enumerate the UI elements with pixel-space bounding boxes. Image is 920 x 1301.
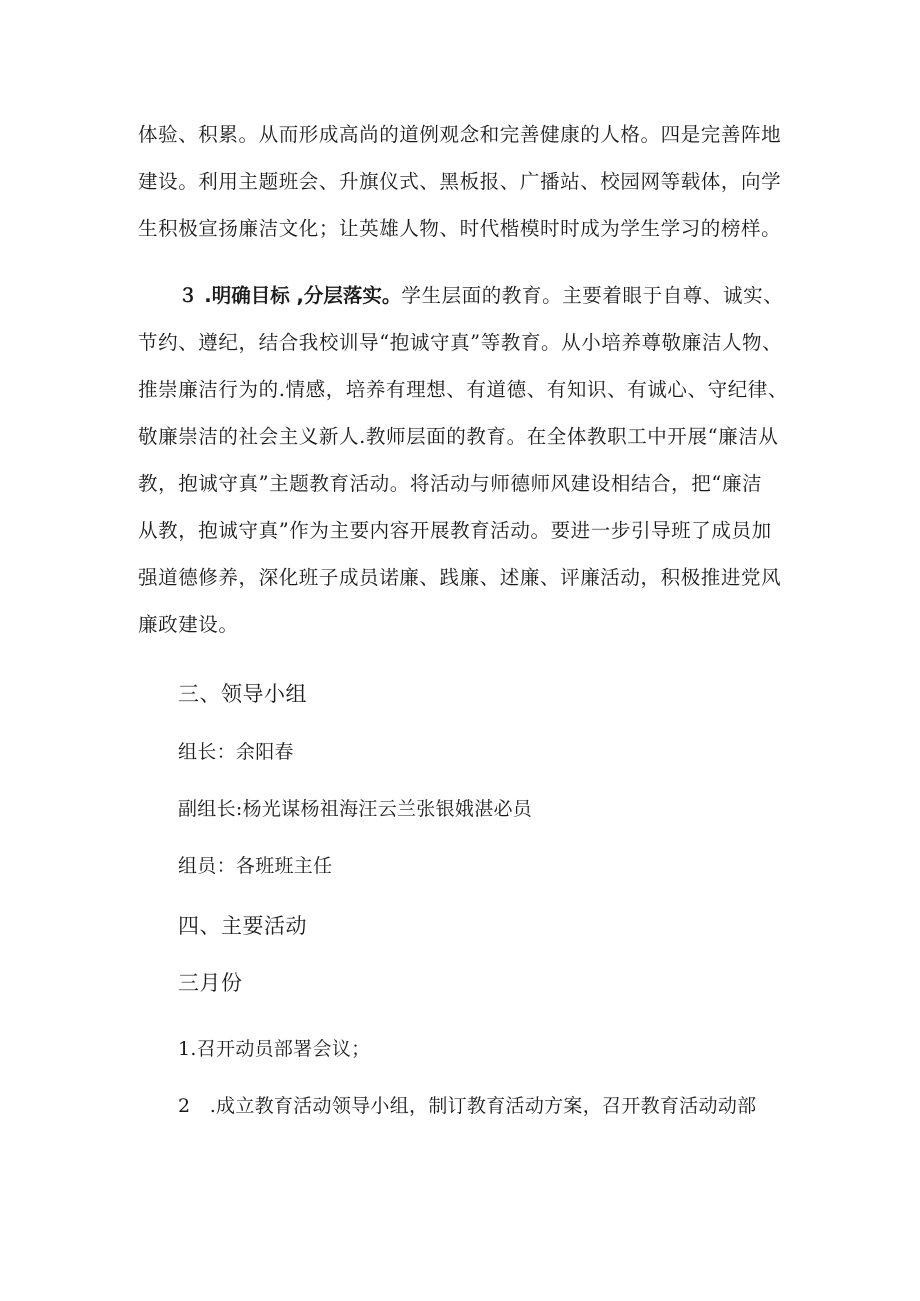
section-4-heading: 四、主要活动 <box>178 914 307 938</box>
paragraph-1-line-2: 建设。利用主题班会、升旗仪式、黑板报、广播站、校园网等载体，向学 <box>138 170 782 193</box>
paragraph-2-line-1 <box>178 282 783 310</box>
activity-item-1: 1.召开动员部署会议； <box>178 1038 371 1060</box>
paragraph-2-line-2: 节约、遵纪，结合我校训导“抱诚守真”等教育。从小培养尊敬廉洁人物、 <box>138 331 783 354</box>
deputy-leaders-line: 副组长:杨光谋杨祖海汪云兰张银娥湛必员 <box>178 798 533 820</box>
paragraph-2-line-8: 廉政建设。 <box>138 613 239 636</box>
month-heading: 三月份 <box>178 971 243 995</box>
leader-line: 组长：余阳春 <box>178 741 294 763</box>
paragraph-2-line-5: 教，抱诚守真”主题教育活动。将活动与师德师风建设相结合，把“廉洁 <box>138 472 763 495</box>
paragraph-1-line-3: 生积极宣扬廉洁文化；让英雄人物、时代楷模时时成为学生学习的榜样。 <box>138 217 782 240</box>
paragraph-2-first-line-rest: 学生层面的教育。主要着眼于自尊、诚实、 <box>401 284 784 307</box>
members-line: 组员：各班班主任 <box>178 855 333 877</box>
section-3-heading: 三、领导小组 <box>178 682 307 706</box>
activity-item-2: 2 .成立教育活动领导小组，制订教育活动方案，召开教育活动动部 <box>178 1095 757 1117</box>
paragraph-2-line-4: 敬廉崇洁的社会主义新人.教师层面的教育。在全体教职工中开展“廉洁从 <box>138 425 779 448</box>
paragraph-2-line-3: 推崇廉洁行为的.情感，培养有理想、有道德、有知识、有诚心、守纪律、 <box>138 378 788 401</box>
paragraph-2-line-7: 强道德修养，深化班子成员诺廉、践廉、述廉、评廉活动，积极推进党风 <box>138 566 782 589</box>
paragraph-2-line-6: 从教，抱诚守真”作为主要内容开展教育活动。要进一步引导班了成员加 <box>138 519 772 542</box>
paragraph-1-line-1: 体验、积累。从而形成高尚的道例观念和完善健康的人格。四是完善阵地 <box>138 123 782 146</box>
paragraph-2-lead: ３ .明确目标 ,分层落实。 <box>178 284 402 307</box>
